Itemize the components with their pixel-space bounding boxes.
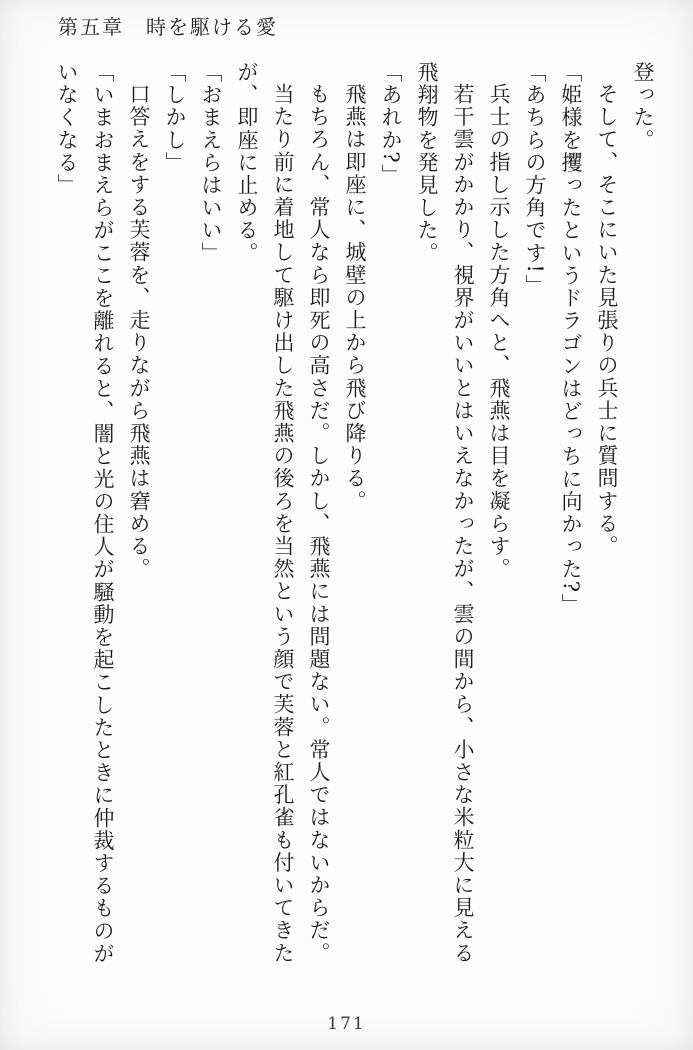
text-column: 「おまえらはいい」	[199, 61, 223, 265]
text-column: が、即座に止める。	[235, 61, 259, 265]
text-column: 「いまおまえらがここを離れると、闇と光の住人が騒動を起こしたときに仲裁するものが	[91, 61, 115, 965]
text-column: 若干雲がかかり、視界がいいとはいえなかったが、雲の間から、小さな米粒大に見える	[451, 83, 475, 965]
text-column: 当たり前に着地して駆け出した飛燕の後ろを当然という顔で芙蓉と紅孔雀も付いてきた	[271, 83, 295, 965]
text-column: 飛燕は即座に、城壁の上から飛び降りる。	[343, 83, 367, 513]
text-column: 「しかし」	[163, 61, 187, 174]
text-column: 飛翔物を発見した。	[415, 61, 439, 265]
text-column: 「あちらの方角です!」	[523, 61, 547, 298]
text-column: 兵士の指し示した方角へと、飛燕は目を凝らす。	[487, 83, 511, 581]
text-column: いなくなる」	[55, 61, 79, 197]
vertical-text-body	[49, 61, 661, 1006]
text-column: 登った。	[631, 61, 655, 152]
text-column: 「姫様を攫ったというドラゴンはどっちに向かった?」	[559, 61, 583, 617]
chapter-header: 第五章 時を駆ける愛	[58, 15, 278, 39]
text-column: そして、そこにいた見張りの兵士に質問する。	[595, 83, 619, 558]
text-column: もちろん、常人なら即死の高さだ。しかし、飛燕には問題ない。常人ではないからだ。	[307, 83, 331, 965]
page-number: 171	[327, 1014, 366, 1034]
text-column: 「あれか?」	[379, 61, 403, 187]
text-column: 口答えをする芙蓉を、走りながら飛燕は窘める。	[127, 83, 151, 581]
